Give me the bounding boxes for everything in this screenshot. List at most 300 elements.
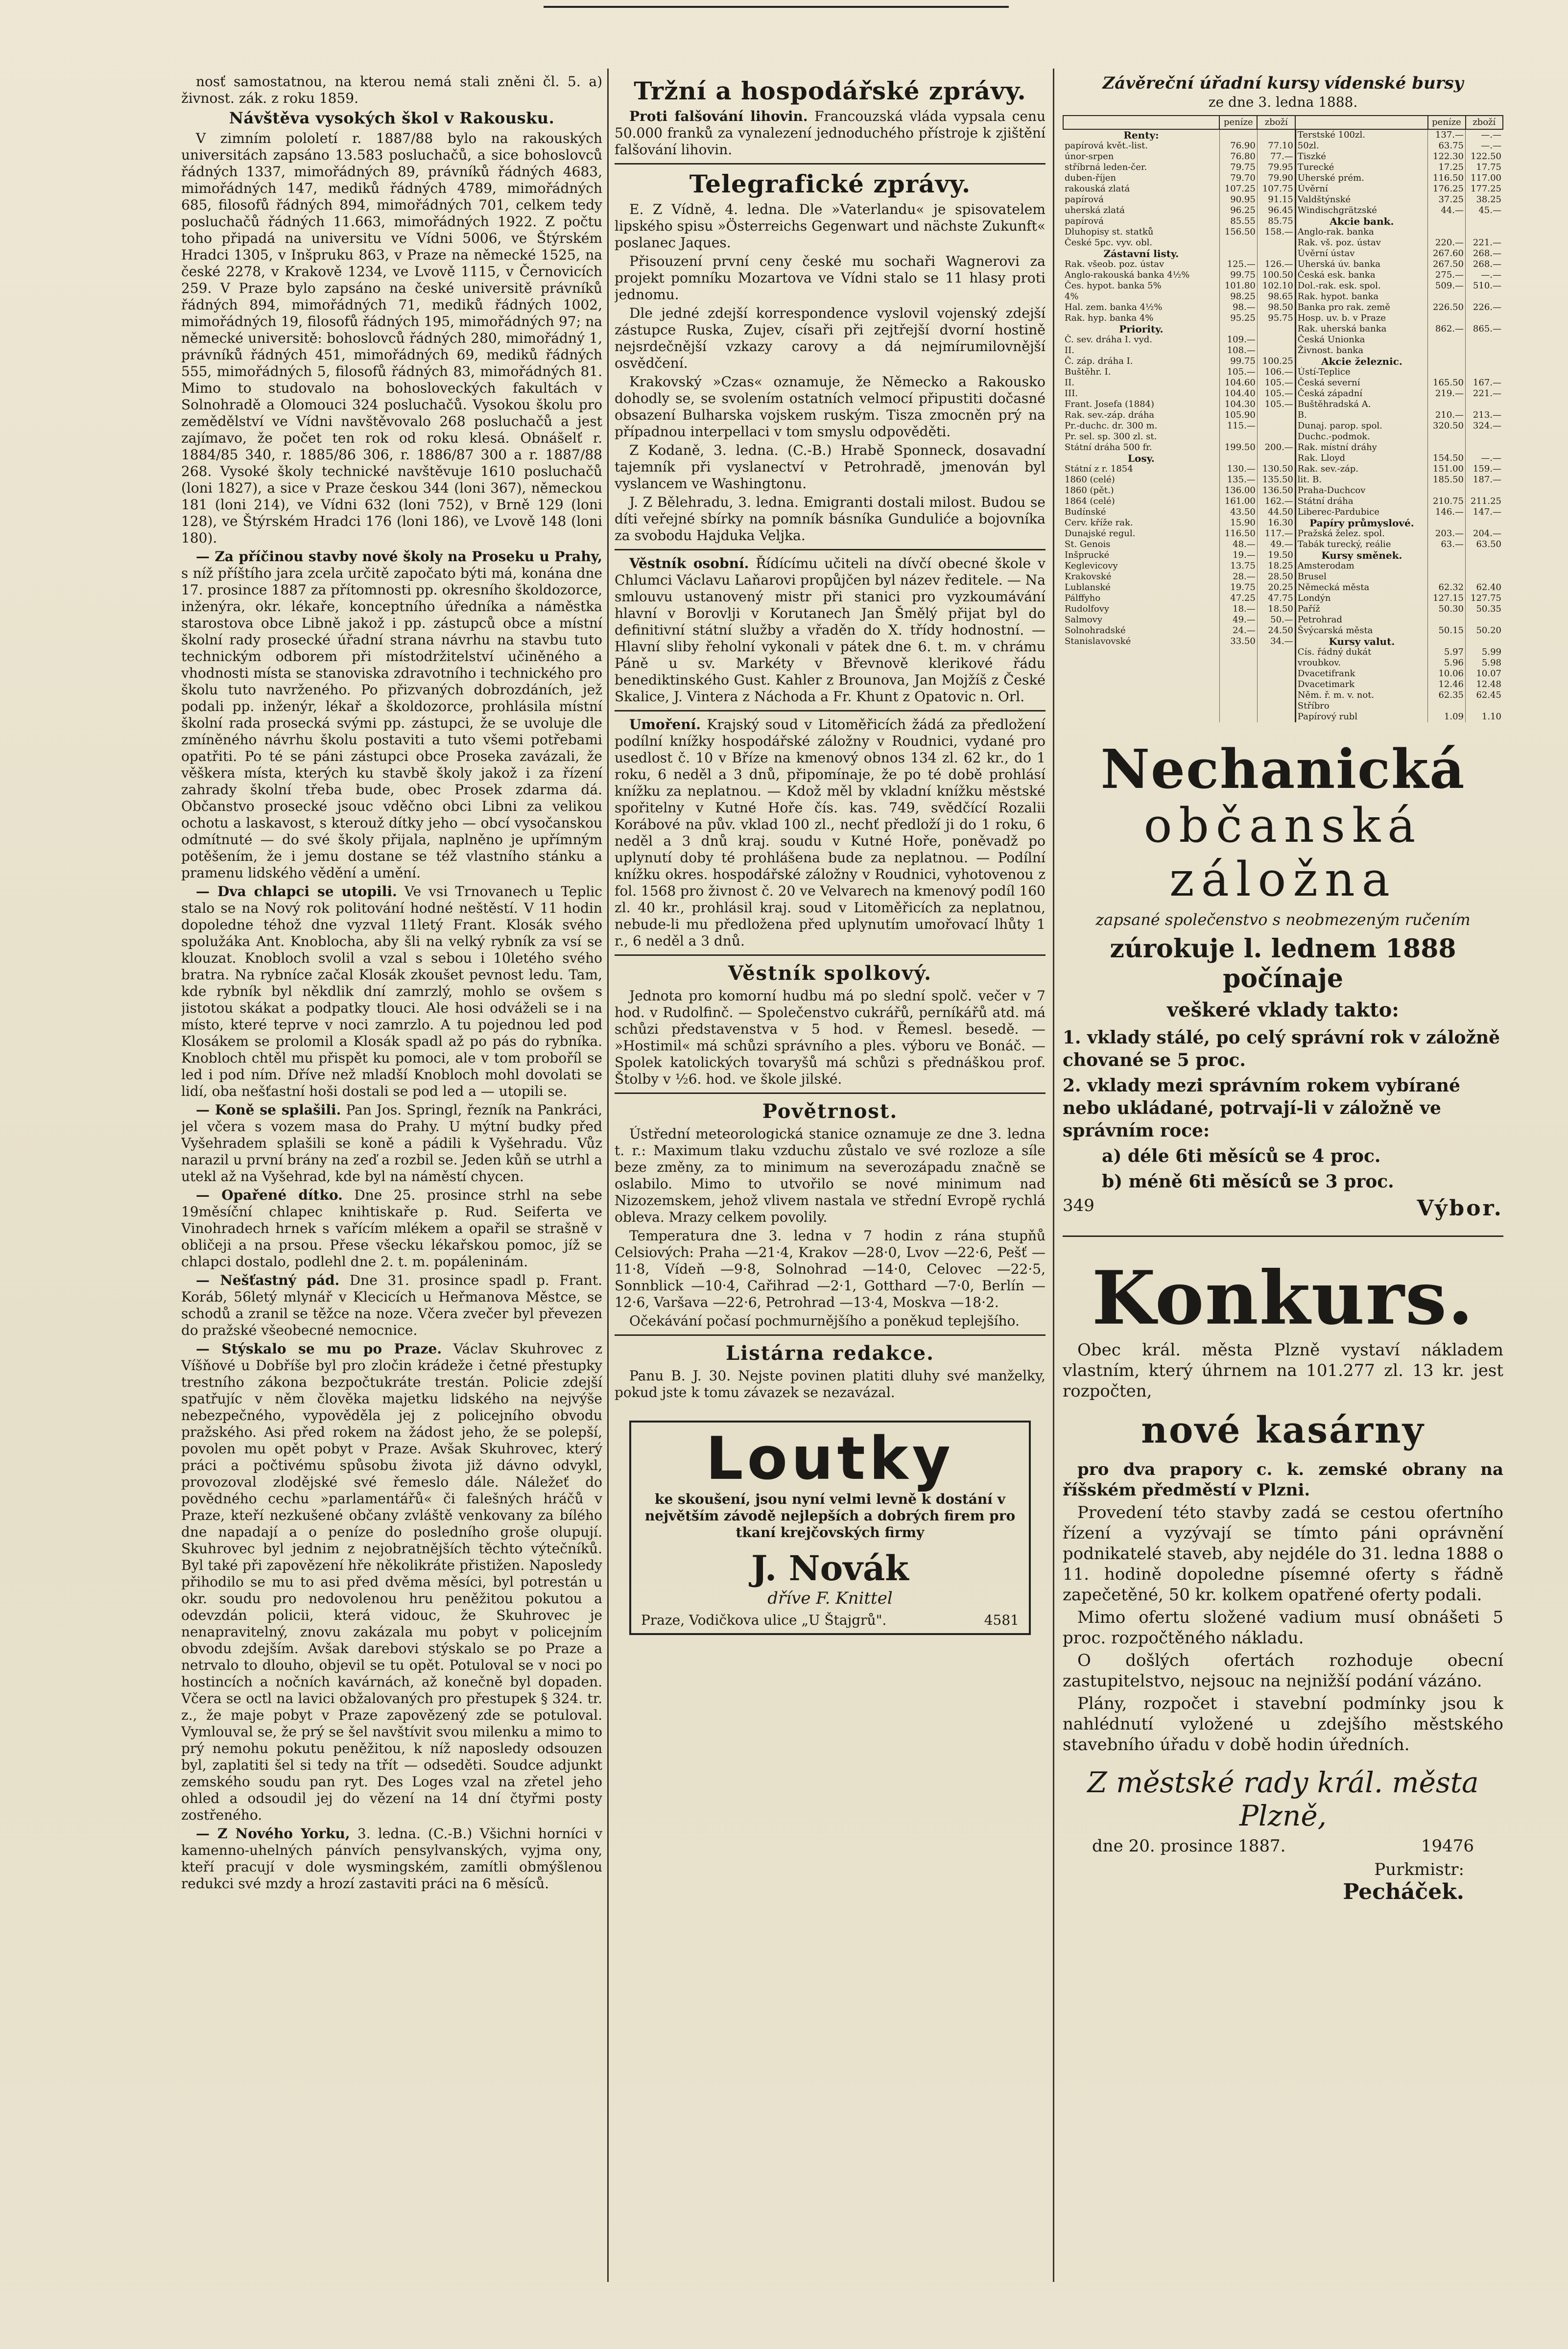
rate-name: Pálffyho (1065, 593, 1101, 603)
rate-zbozi (1257, 658, 1295, 668)
column-header: zboží (1466, 116, 1503, 129)
rate-name (1063, 668, 1219, 679)
exchange-rates-table (1063, 115, 1503, 722)
rate-zbozi (1257, 701, 1295, 712)
rate-zbozi: 221.— (1466, 237, 1503, 248)
rate-name (1063, 647, 1219, 658)
exchange-rates-body (1063, 129, 1503, 722)
rate-zbozi: 38.25 (1466, 194, 1503, 205)
rate-penize (1219, 647, 1257, 658)
rate-zbozi: 865.— (1466, 324, 1503, 334)
rate-zbozi: 45.— (1466, 205, 1503, 216)
rate-penize: 220.— (1428, 237, 1466, 248)
rate-zbozi: 162.— (1257, 496, 1295, 507)
article-text: Očekávání počasí pochmurnějšího a poněkud teplejšího. (629, 1313, 1020, 1329)
ad-headline: veškeré vklady takto: (1166, 998, 1400, 1021)
rate-name: Tabák turecký, reálie (1295, 539, 1427, 550)
rate-penize: 44.— (1428, 205, 1466, 216)
rate-penize: 105.— (1219, 367, 1257, 378)
rate-name: 50zl. (1295, 141, 1427, 151)
rate-zbozi: 18.25 (1257, 561, 1295, 571)
article-text: Řídícímu učiteli na dívčí obecné škole v Chlumci Václavu Laňarovi propůjčen byl název ředitele. — Na smlouvu ustanovený mistr při stanici pro vyzkoumávání hlavní v Borovlji v Korutanech Jan Šmělý přijat byl do definitivní státní služby a vřaděn do X. třídy hodnostní. — Hlavní sliby řeholní vykonali v pátek dne 6. t. m. v chrámu Páně u sv. Markéty v Břevnově klerikové řádu benediktinského Gust. Kahler z Brounova, Jan Mojžíš z České Skalice, J. Vintera z Náchoda a Fr. Khunt z Opatovic n. Orl. (615, 555, 1045, 705)
rate-penize (1428, 442, 1466, 453)
rate-penize: 275.— (1428, 270, 1466, 281)
rate-name: Inšprucké (1065, 550, 1110, 560)
rate-zbozi: 1.10 (1466, 712, 1503, 722)
rate-penize: 101.80 (1219, 281, 1257, 291)
rate-penize: 28.— (1219, 571, 1257, 582)
rate-zbozi: 159.— (1466, 464, 1503, 475)
divider (615, 163, 1045, 165)
ad-text: Provedení této stavby zadá se cestou ofertního řízení a vyzývají se tímto páni oprávnění podnikatelé staveb, aby nejdéle do 31. ledna 1888 o 11. hodině dopoledne písemné oferty s řádně zapečetěné, 50 kr. kolkem opatřené oferty podali. (1063, 1503, 1503, 1605)
table-row (1063, 496, 1503, 507)
rate-zbozi: 158.— (1257, 227, 1295, 237)
ad-signer: Pecháček. (1343, 1879, 1464, 1904)
article-paragraph (181, 1826, 602, 1892)
table-row (1063, 378, 1503, 388)
rate-penize: 116.50 (1219, 528, 1257, 539)
rate-name: Dvacetifrank (1295, 668, 1427, 679)
telegram-item: E. Z Vídně, 4. ledna. Dle »Vaterlandu« je spisovatelem lipského spisu »Österreichs Gegenwart und nächste Zukunft« poslanec Jaques. (615, 201, 1045, 251)
table-row (1063, 679, 1503, 690)
column-header: peníze (1428, 116, 1466, 129)
table-row (1063, 162, 1503, 173)
rate-name: Rak. vš. poz. ústav (1295, 237, 1427, 248)
table-row (1063, 658, 1503, 668)
rate-name: Petrohrad (1295, 615, 1427, 625)
advertisement-nechanicka (1063, 737, 1503, 1221)
ad-title: Konkurs. (1092, 1255, 1474, 1341)
rate-zbozi (1466, 227, 1503, 237)
rate-zbozi: 5.99 (1466, 647, 1503, 658)
rate-zbozi: 107.75 (1257, 184, 1295, 194)
rate-name: Státní z r. 1854 (1065, 464, 1133, 474)
rate-penize: 48.— (1219, 539, 1257, 550)
rate-zbozi: 221.— (1466, 388, 1503, 399)
article-paragraph (615, 716, 1045, 949)
rate-zbozi (1466, 550, 1503, 561)
rate-name: Paříž (1295, 604, 1427, 615)
rate-name: Č. sev. dráha I. vyd. (1065, 334, 1152, 345)
intro-paragraph: nosť samostatnou, na kterou nemá stali zněni čl. 5. a) živnost. zák. z roku 1859. (181, 73, 602, 106)
top-rule (544, 6, 1009, 8)
rate-penize: 151.00 (1428, 464, 1466, 475)
rate-name: 1864 (celé) (1065, 496, 1115, 506)
rate-zbozi: 77.10 (1257, 141, 1295, 151)
rate-zbozi: 136.50 (1257, 485, 1295, 496)
rate-zbozi: 98.65 (1257, 291, 1295, 302)
rate-zbozi: 18.50 (1257, 604, 1295, 615)
rate-name: Duchc.-podmok. (1295, 431, 1427, 442)
rate-zbozi: 130.50 (1257, 464, 1295, 475)
rate-name: Rak. hyp. banka 4% (1065, 313, 1154, 323)
rate-zbozi: 79.90 (1257, 173, 1295, 184)
article-text: Dne 31. prosince spadl p. Frant. Koráb, 56letý mlynář v Klecicích u Heřmanova Městce, se schodů a zranil se těžce na noze. Včera zvečer byl převezen do pražské všeobecné nemocnice. (181, 1272, 602, 1338)
rate-name (1063, 712, 1219, 722)
rate-name: Uherské prém. (1295, 173, 1427, 184)
article-title: — Stýskalo se mu po Praze. (196, 1341, 442, 1357)
rate-name: Stříbro (1295, 701, 1427, 712)
rate-zbozi: 50.35 (1466, 604, 1503, 615)
column-header: zboží (1257, 116, 1295, 129)
article-text: Temperatura dne 3. ledna v 7 hodin z rána stupňů Celsiových: Praha —21·4, Krakov —28·0, Lvov —22·6, Pešť —11·8, Vídeň —9·8, Solnohrad —14·0, Celovec —22·5, Sonnblick —10·4, Cařihrad —2·1, Gotthard —7·0, Berlín —12·6, Varšava —22·6, Petrohrad —13·4, Moskva —18·2. (615, 1228, 1045, 1310)
exchange-rates-title: Závěreční úřadní kursy vídenské bursy (1102, 73, 1464, 93)
article-text: Ve vsi Trnovanech u Teplic stalo se na Nový rok politování hodné neštěstí. V 11 hodin dopoledne téhož dne vyzval 11letý Frant. Klosák svého spolužáka Ant. Knoblocha, aby šli na velký rybník za vsí se klouzat. Knobloch svolil a vzal s sebou i 10letého svého bratra. Na rybníce začal Klosák zkoušet pevnost ledu. Tam, kde rybník byl někdlik dní zamrzlý, mohlo se ovšem s jistotou skákat a podpatky tlouci. Ale hosi odváželi se i na místo, které teprve v noci zamrzlo. A tu pojednou led pod Klosákem se prolomil a Klosák spadl až po pás do rybníka. Knobloch chtěl mu přispět ku pomoci, ale v tom proboříl se led i pod ním. Dříve než mladší Knobloch mohl dovolati se lidí, oba nešťastní hoši dostali se pod led a — utopili se. (181, 883, 602, 1099)
rate-name: Státní dráha (1295, 496, 1427, 507)
rate-penize (1428, 431, 1466, 442)
rate-zbozi: 34.— (1257, 636, 1295, 647)
article-paragraph (181, 548, 602, 881)
article-text: Jednota pro komorní hudbu má po slední spolč. večer v 7 hod. v Rudolfinč. — Společenstvo cukrářů, perníkářů atd. má schůzi představenstva v 5 hod. v Řemesl. besedě. — »Hostimil« má schůzi správního a ples. výboru ve Bonáč. — Spolek katolických tovaryšů má schůzi s přednáškou prof. Štolby v ½6. hod. ve škole jilské. (615, 988, 1045, 1087)
rate-penize: 156.50 (1219, 227, 1257, 237)
rate-name: Stanislavovské (1065, 636, 1131, 646)
rate-name: Liberec-Pardubice (1295, 507, 1427, 518)
table-row (1063, 421, 1503, 431)
rate-zbozi (1466, 291, 1503, 302)
rate-zbozi: 268.— (1466, 259, 1503, 270)
rate-penize: 24.— (1219, 625, 1257, 636)
rate-penize: 108.— (1219, 345, 1257, 356)
rate-zbozi (1466, 334, 1503, 345)
rate-penize: 146.— (1428, 507, 1466, 518)
rate-penize: 104.60 (1219, 378, 1257, 388)
ad-date-row (1092, 1836, 1474, 1856)
ad-title: Nechanická (1100, 737, 1466, 801)
rate-zbozi (1466, 518, 1503, 528)
rate-penize: 105.90 (1219, 410, 1257, 421)
table-row (1063, 690, 1503, 701)
article-paragraph (181, 1187, 602, 1270)
rate-penize (1219, 248, 1257, 259)
rate-zbozi: 49.— (1257, 539, 1295, 550)
ad-address-row (641, 1612, 1019, 1628)
rate-name: Terstské 100zl. (1295, 129, 1427, 141)
telegram-item: Z Kodaně, 3. ledna. (C.-B.) Hrabě Sponneck, dosavadní tajemník při vyslanectví v Petrohradě, jmenován byl vyslancem ve Washingtonu. (615, 442, 1045, 492)
rate-penize (1428, 216, 1466, 227)
rate-penize: 5.97 (1428, 647, 1466, 658)
table-row (1063, 431, 1503, 442)
rate-penize: 85.55 (1219, 216, 1257, 227)
rate-penize: 1.09 (1428, 712, 1466, 722)
rate-name: St. Genois (1065, 539, 1111, 549)
article-text: Francouzská vláda vypsala cenu 50.000 franků za vynalezení jednoduchého přístroje k zjištění falšování lihovin. (615, 108, 1045, 158)
telegram-item: J. Z Bělehradu, 3. ledna. Emigranti dostali milost. Budou se díti veřejné sbírky na pomník básníka Gunduliće a bojovníka za svobodu Hajduka Veljka. (615, 494, 1045, 544)
table-header-row (1063, 116, 1503, 129)
section-heading: Telegrafické zprávy. (689, 169, 971, 198)
exchange-rates-date: ze dne 3. ledna 1888. (1208, 94, 1358, 110)
table-row (1063, 593, 1503, 604)
telegram-item: Krakovský »Czas« oznamuje, že Německo a Rakousko dohodly se, se svolením ostatních velmocí připustiti dočasné obsazení Bulharska vojskem ruským. Tisza zmocněn prý na případnou interpellaci v tom smyslu odpověděti. (615, 374, 1045, 440)
rate-penize: 62.32 (1428, 582, 1466, 593)
rate-penize: 37.25 (1428, 194, 1466, 205)
rate-zbozi: 50.— (1257, 615, 1295, 625)
article-text: Ústřední meteorologická stanice oznamuje ze dne 3. ledna t. r.: Maximum tlaku vzduchu zůstalo ve své rozloze a síle beze změny, za to minimum na severozápadu značně se oslabilo. Mimo to utvořilo se nové minimum nad Nizozemskem, jehož vlivem nastala ve střední Evropě rychlá obleva. Mrazy celkem povolily. (615, 1126, 1045, 1225)
rate-penize (1428, 701, 1466, 712)
rate-zbozi: 20.25 (1257, 582, 1295, 593)
table-row (1063, 388, 1503, 399)
divider (615, 1092, 1045, 1094)
rate-zbozi (1466, 345, 1503, 356)
rate-zbozi: 85.75 (1257, 216, 1295, 227)
rate-penize: 203.— (1428, 528, 1466, 539)
table-row (1063, 141, 1503, 151)
divider (615, 549, 1045, 550)
column-2 (615, 73, 1045, 2277)
rate-penize: 10.06 (1428, 668, 1466, 679)
rate-penize: 76.80 (1219, 151, 1257, 162)
article-text: Václav Skuhrovec z Víšňové u Dobříše byl pro zločin krádeže i četné přestupky trestního zákona bezpočtukráte trestán. Policie zdejší spatřujíc v něm člověka majetku lidského na nejvýše nebezpečného, vypověděla jej z policejního obvodu pražského. Asi před rokem na žádost jeho, že se polepší, povolen mu opět pobyt v Praze. Avšak Skuhrovec, který práci a počtivému spůsobu života již dávno odvykl, provozoval zlodějské své řemeslo dále. Náležeť do povědného cechu »parlamentářů« či falešných hráčů v Praze, kteří nezkušené občany zvláště venkovany za bílého dne napadají a o peníze do posledního groše olupují. Skuhrovec byl jednim z nejobratnějších těchto výtečníků. Byl také při zapovězení hře několikráte přistižen. Naposledy přihodilo se mu to asi před dvěma měsíci, byl potrestán u okr. soudu pro nedovolenou hru peněžitou pokutou a odevzdán policii, která vidouc, že Skuhrovec je nenapravitelný, znovu zakázala mu pobyt v policejním obvodu zdejším. Avšak darebovi stýskalo se po Praze a netrvalo to dlouho, objevil se tu opět. Potuloval se v noci po hostincích a nočních kavárnách, až konečně byl dopaden. Včera se octl na lavici obžalovaných pro přestupek § 324. tr. z., že maje pobyt v Praze zapovězený zde se potuloval. Vymlouval se, že prý se šel navštívit svou milenku a mimo to prý nemohu pokutu peněžitou, k níž naposledy odsouzen byl, zaplatiti šel si tedy na třít — odseděti. Soudce adjunkt zemského soudu pan ryt. Des Loges vzal na zřetel jeho ohled a odsoudil jej do vězení na 14 dní čtyřmi posty zostřeného. (181, 1341, 602, 1823)
rate-name: duben-říjen (1065, 173, 1117, 183)
rate-penize (1428, 571, 1466, 582)
divider (615, 1334, 1045, 1336)
rate-name: Renty: (1123, 129, 1159, 141)
table-row (1063, 227, 1503, 237)
rate-zbozi: 100.25 (1257, 356, 1295, 367)
table-row (1063, 528, 1503, 539)
rate-zbozi: 105.— (1257, 378, 1295, 388)
rate-name: Rudolfovy (1065, 604, 1110, 614)
article-paragraph (181, 883, 602, 1100)
rate-penize (1428, 367, 1466, 378)
rate-name: České 5pc. vyv. obl. (1065, 237, 1153, 248)
rate-penize: 137.— (1428, 129, 1466, 141)
ad-text: Plány, rozpočet i stavební podmínky jsou k nahlédnutí vyložené u zdejšího městského stavebního úřadu v době hodin úředních. (1063, 1694, 1503, 1755)
rate-name: Turecké (1295, 162, 1427, 173)
rate-name: Buštěhradská A. (1295, 399, 1427, 410)
rate-penize: 210.— (1428, 410, 1466, 421)
table-row (1063, 313, 1503, 324)
table-row (1063, 281, 1503, 291)
rate-name: Státní dráha 500 fr. (1065, 442, 1152, 452)
rate-zbozi: 24.50 (1257, 625, 1295, 636)
rate-zbozi (1466, 399, 1503, 410)
rate-name: Krakovské (1065, 571, 1112, 582)
rate-penize: 19.— (1219, 550, 1257, 561)
rate-zbozi: 10.07 (1466, 668, 1503, 679)
telegram-item: Dle jedné zdejší korrespondence vyslovil vojenský zdejší zástupce Ruska, Zujev, císaři při zejtřejší dvorní hostině nejsrdečnější vzkazy carovy a dá nejmírumilovnější osvědčení. (615, 305, 1045, 371)
rate-name: II. (1065, 378, 1074, 388)
rate-zbozi (1257, 324, 1295, 334)
rate-zbozi (1466, 701, 1503, 712)
article-title: Proti falšování lihovin. (629, 108, 808, 124)
rate-penize: 33.50 (1219, 636, 1257, 647)
rate-penize (1219, 324, 1257, 334)
table-row (1063, 582, 1503, 593)
divider (1063, 1235, 1503, 1237)
rate-name: Brusel (1295, 571, 1427, 582)
rate-zbozi (1466, 615, 1503, 625)
ad-text: Mimo ofertu složené vadium musí obnášeti 5 proc. rozpočtěného nákladu. (1063, 1608, 1503, 1648)
rate-penize: 135.— (1219, 475, 1257, 485)
divider (615, 710, 1045, 712)
ad-signature: Z městské rady král. města Plzně, (1087, 1766, 1479, 1832)
article-text: Panu B. J. 30. Nejste povinen platiti dluhy své manželky, pokud jste k tomu závazek se nezavázal. (615, 1368, 1045, 1400)
rate-zbozi: 47.75 (1257, 593, 1295, 604)
rate-zbozi (1257, 679, 1295, 690)
rate-zbozi: 44.50 (1257, 507, 1295, 518)
rate-penize: 62.35 (1428, 690, 1466, 701)
rate-name (1063, 658, 1219, 668)
ad-line: b) méně 6ti měsíců se 3 proc. (1102, 1171, 1394, 1192)
rate-zbozi: 106.— (1257, 367, 1295, 378)
rate-penize: 161.00 (1219, 496, 1257, 507)
rate-name (1063, 679, 1219, 690)
rate-penize (1428, 227, 1466, 237)
ad-address: Praze, Vodičkova ulice „U Štajgrů". (641, 1612, 887, 1628)
rate-penize: 122.30 (1428, 151, 1466, 162)
ad-line: 2. vklady mezi správním rokem vybírané nebo ukládané, potrvají-li v záložně ve správním roce: (1063, 1075, 1460, 1141)
rate-zbozi: 79.95 (1257, 162, 1295, 173)
article-text: Krajský soud v Litoměřicích žádá za předložení podílní knížky hospodářské záložny v Roudnici, vydané pro usedlost č. 10 v Bříze na kmenový obnos 134 zl. 62 kr., do 1 roku, 6 neděl a 3 dnů, připomínaje, že po té době prohlásí knížku za neplatnou. — Kdož měl by vkladní knížku městské spořitelny v Kutné Hoře čís. kas. 749, svědčící Rozalii Korábové na pův. vklad 100 zl., nechť předloží ji do 1 roku, 6 neděl a 3 dnů kraj. soudu v Kutné Hoře, poněvadž po uplynutí doby té prohlášena bude za neplatnou. — Podílní knížku okres. hospodářské záložny v Roudnici, vyhotovenou z fol. 1568 pro živnost č. 20 ve Velvarech na kmenový podíl 160 zl. 40 kr., prohlásil kraj. soud v Litoměřicích za neplatnou, nebude-li mu předložena před uplynutím umořovací lhůty 1 r., 6 neděl a 3 dnů. (615, 716, 1045, 949)
rate-penize: 219.— (1428, 388, 1466, 399)
rate-zbozi (1466, 561, 1503, 571)
rate-zbozi: 135.50 (1257, 475, 1295, 485)
rate-penize: 154.50 (1428, 453, 1466, 464)
rate-zbozi: 122.50 (1466, 151, 1503, 162)
rate-zbozi (1257, 431, 1295, 442)
rate-penize: 5.96 (1428, 658, 1466, 668)
rate-name: Rak. místní dráhy (1295, 442, 1427, 453)
rate-name: Cerv. kříže rak. (1065, 518, 1133, 528)
rate-penize: 95.25 (1219, 313, 1257, 324)
rate-penize (1219, 237, 1257, 248)
rate-zbozi (1466, 431, 1503, 442)
rate-penize: 63.75 (1428, 141, 1466, 151)
rate-penize: 99.75 (1219, 356, 1257, 367)
rate-penize: 63.— (1428, 539, 1466, 550)
table-row (1063, 507, 1503, 518)
rate-name: Dunajské regul. (1065, 528, 1136, 539)
rate-penize: 18.— (1219, 604, 1257, 615)
table-row (1063, 647, 1503, 658)
rate-name: uherská zlatá (1065, 205, 1125, 215)
rate-name: únor-srpen (1065, 151, 1114, 162)
rate-penize: 17.25 (1428, 162, 1466, 173)
rate-zbozi (1257, 690, 1295, 701)
rate-name: B. (1295, 410, 1427, 421)
rate-penize: 130.— (1219, 464, 1257, 475)
rate-name: Lublanské (1065, 582, 1111, 593)
rate-penize (1428, 291, 1466, 302)
ad-text: O došlých ofertách rozhoduje obecní zastupitelstvo, nejsouc na nejnižší podání vázáno. (1063, 1651, 1503, 1691)
rate-penize: 50.15 (1428, 625, 1466, 636)
table-row (1063, 475, 1503, 485)
rate-penize: 107.25 (1219, 184, 1257, 194)
rate-penize (1428, 550, 1466, 561)
table-row (1063, 248, 1503, 259)
ad-company: J. Novák (751, 1548, 909, 1589)
rate-penize: 47.25 (1219, 593, 1257, 604)
rate-zbozi: 62.45 (1466, 690, 1503, 701)
advertisement-loutky (629, 1421, 1031, 1635)
rate-name: Dluhopisy st. statků (1065, 227, 1154, 237)
rate-penize: 76.90 (1219, 141, 1257, 151)
ad-title: občanská záložna (1143, 798, 1423, 907)
ad-number: 349 (1063, 1196, 1094, 1215)
ad-footer (1063, 1196, 1503, 1221)
rate-penize: 116.50 (1428, 173, 1466, 184)
rate-name: Amsterodam (1295, 561, 1427, 571)
rate-name: Rak. Lloyd (1295, 453, 1427, 464)
rate-penize: 49.— (1219, 615, 1257, 625)
rate-penize (1219, 690, 1257, 701)
rate-zbozi: 213.— (1466, 410, 1503, 421)
rate-name: papírová (1065, 216, 1104, 226)
rate-penize (1219, 668, 1257, 679)
column-header (1063, 116, 1219, 129)
rate-zbozi: 127.75 (1466, 593, 1503, 604)
rate-name: Kursy valut. (1295, 636, 1427, 647)
rate-name: Úvěrní (1295, 184, 1427, 194)
rate-name: Rak. všeob. poz. ústav (1065, 259, 1164, 269)
table-row (1063, 205, 1503, 216)
rate-name (1063, 690, 1219, 701)
ad-number: 4581 (984, 1612, 1019, 1628)
rate-name: 4% (1065, 291, 1079, 302)
table-row (1063, 356, 1503, 367)
ad-date: dne 20. prosince 1887. (1092, 1836, 1286, 1856)
rate-zbozi: —.— (1466, 129, 1503, 141)
article-text: V zimním pololetí r. 1887/88 bylo na rakouských universitách zapsáno 13.583 posluchačů, a sice bohoslovců řádných 1337, mimořádných 89, právníků řádných 4683, mimořádných 147, mediků řádných 4789, mimořádných 685, filosofů řádných 894, mimořádných 701, celkem tedy posluchačů řádných 11.663, mimořádných 1922. Z počtu toho připadá na universitu ve Vídni 5006, ve Štýrském Hradci 1305, v Inšpruku 863, v Praze na německé 1525, na české 2278, v Krakově 1234, ve Lvově 1115, v Černovicích 259. V Praze bylo zapsáno na české universitě právníků řádných 894, mimořádných 71, mediků řádných 1002, mimořádných 19, filosofů řádných 195, mimořádných 97; na německé universitě: bohoslovců řádných 280, mimořádný 1, právníků řádných 451, mimořádných 69, mediků řádných 555, mimořádných 5, filosofů řádných 83, mimořádných 81. Mimo to studovalo na bohosloveckých fakultách v Solnohradě a Olomouci 324 posluchačů. Vysokou školu pro zemědělství ve Vídni navštěvovalo 268 posluchačů a jest zajímavo, že počet ten rok od roku klesá. Obnášelť r. 1884/85 340, r. 1885/86 306, r. 1886/87 300 a r. 1887/88 268. Vysoké školy technické navštěvuje 1610 posluchačů (loni 1827), a sice v Praze českou 344 (loni 367), německou 181 (loni 214), ve Vídni 632 (loni 752), v Brně 129 (loni 128), ve Štýrském Hradci 176 (loni 186), ve Lvově 148 (loni 180). (181, 130, 602, 546)
rate-name: Buštěhr. I. (1065, 367, 1111, 377)
table-row (1063, 518, 1503, 528)
article-paragraph (181, 1341, 602, 1824)
rate-name: lit. B. (1295, 475, 1427, 485)
rate-name: Salmovy (1065, 615, 1103, 625)
table-row (1063, 151, 1503, 162)
rate-name: Hal. zem. banka 4½% (1065, 302, 1163, 312)
rate-name: Pr.-duchc. dr. 300 m. (1065, 421, 1158, 431)
rate-penize (1219, 431, 1257, 442)
article-text: 3. ledna. (C.-B.) Všichni horníci v kamenno-uhelných pánvích pensylvanských, vyjma ony, kteří pracují v dole wysmingském, zamítli obmýšlenou redukci své mzdy a hrozí zastaviti práci na 6 měsíců. (181, 1826, 602, 1892)
rate-zbozi: 5.98 (1466, 658, 1503, 668)
table-row (1063, 604, 1503, 615)
rate-name: Pražská želez. spol. (1295, 528, 1427, 539)
rate-name: Anglo-rak. banka (1295, 227, 1427, 237)
rate-name: vroubkov. (1295, 658, 1427, 668)
rate-penize: 267.50 (1428, 259, 1466, 270)
rate-zbozi: 324.— (1466, 421, 1503, 431)
ad-role: Purkmistr: (1374, 1860, 1464, 1879)
article-title: — Dva chlapci se utopili. (196, 883, 397, 900)
rate-zbozi: 147.— (1466, 507, 1503, 518)
rate-name: Tiszké (1295, 151, 1427, 162)
rate-penize (1428, 518, 1466, 528)
rate-name: Budínské (1065, 507, 1106, 517)
rate-zbozi: 19.50 (1257, 550, 1295, 561)
rate-name: papírová (1065, 194, 1104, 205)
rate-penize (1219, 129, 1257, 141)
rate-zbozi (1257, 712, 1295, 722)
ad-text: ke skoušení, jsou nyní velmi levně k dostání v největším závodě nejlepších a dobrých firem pro tkaní krejčovských firmy (644, 1491, 1016, 1541)
rate-penize (1219, 701, 1257, 712)
rate-penize: 19.75 (1219, 582, 1257, 593)
rate-zbozi (1257, 421, 1295, 431)
rate-zbozi: 100.50 (1257, 270, 1295, 281)
rate-zbozi (1257, 237, 1295, 248)
rate-zbozi (1466, 216, 1503, 227)
rate-zbozi: —.— (1466, 141, 1503, 151)
table-row (1063, 712, 1503, 722)
rate-name: Česká západní (1295, 388, 1427, 399)
article-paragraph (615, 555, 1045, 705)
rate-zbozi: 204.— (1466, 528, 1503, 539)
rate-name: Praha-Duchcov (1295, 485, 1427, 496)
article-title: — Za příčinou stavby nové školy na Proseku u Prahy, (196, 548, 602, 565)
rate-zbozi: 96.45 (1257, 205, 1295, 216)
section-heading: Tržní a hospodářské zprávy. (634, 76, 1026, 105)
rate-penize: 79.75 (1219, 162, 1257, 173)
